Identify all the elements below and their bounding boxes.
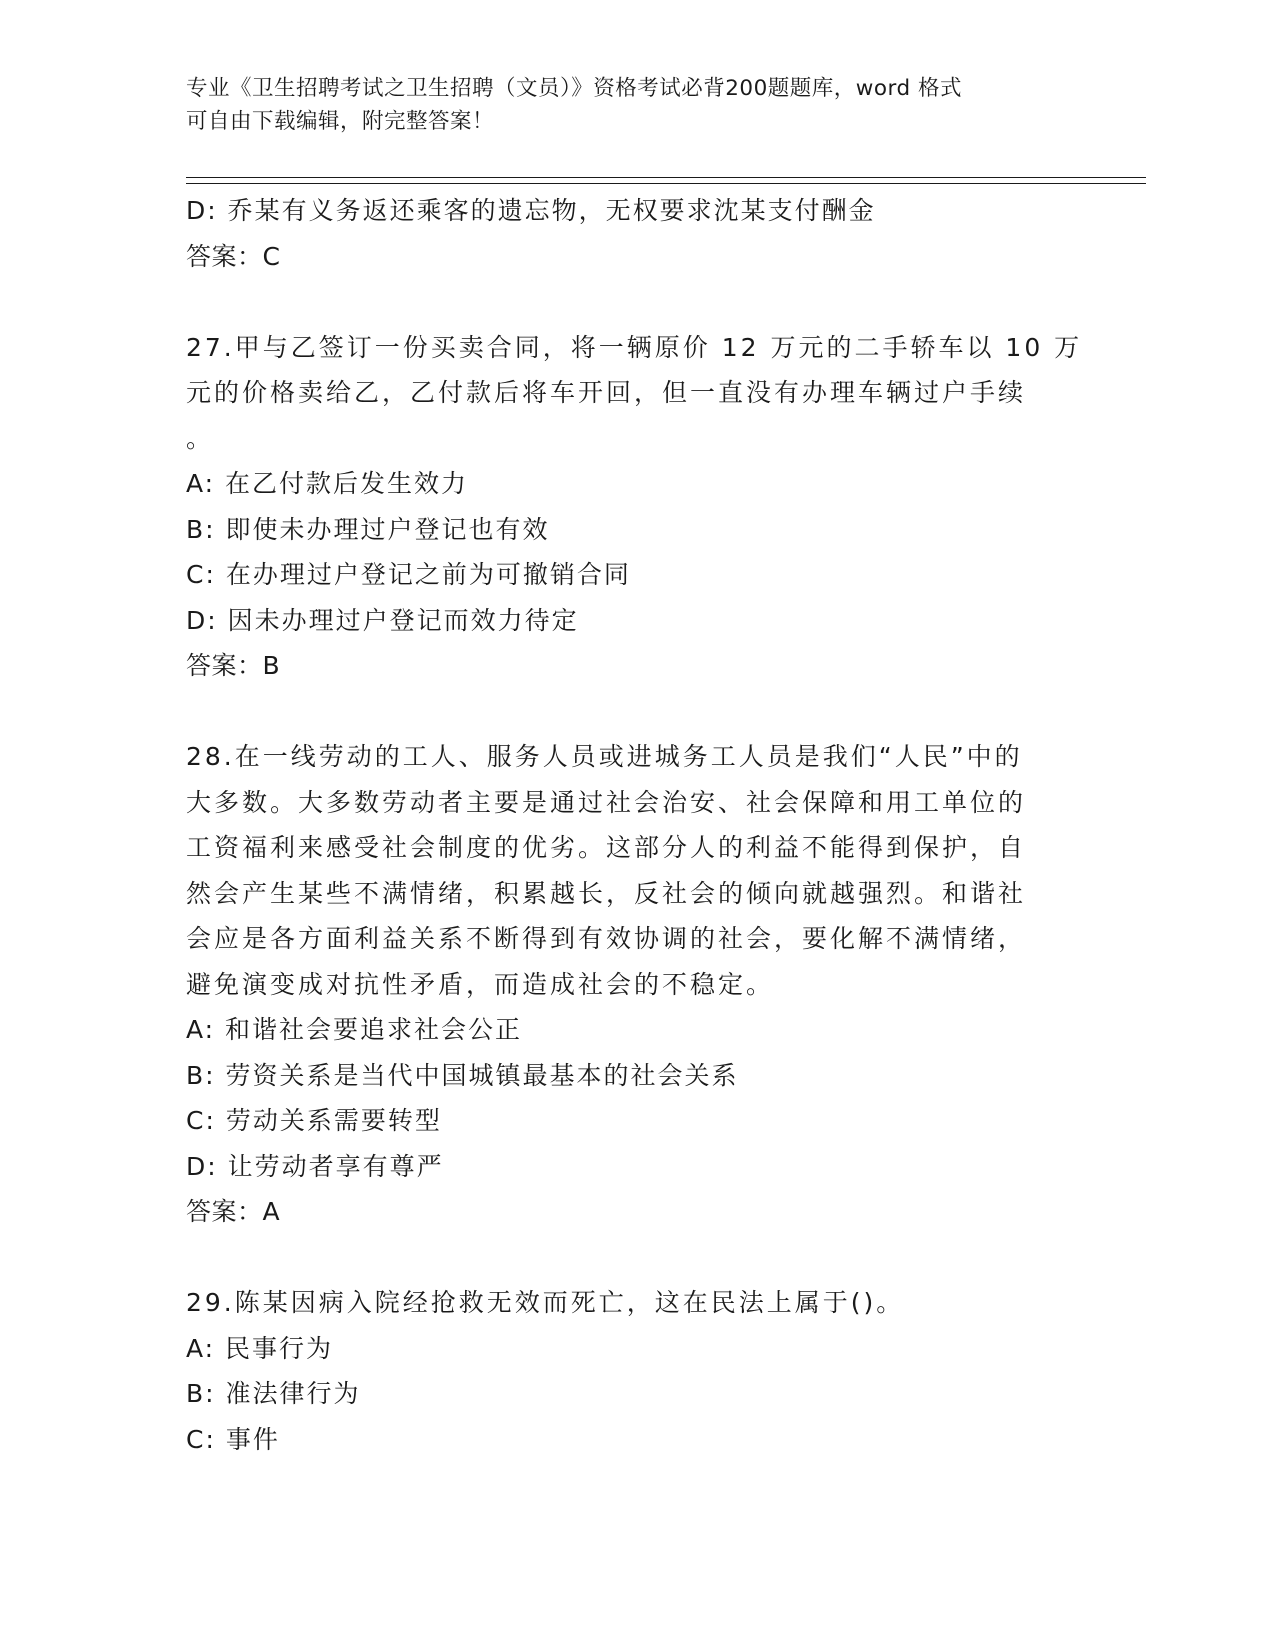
stem-line: 然会产生某些不满情绪，积累越长，反社会的倾向就越强烈。和谐社 — [186, 878, 1027, 908]
previous-question-tail — [186, 188, 1086, 279]
question-stem — [186, 734, 1086, 1007]
option-c: C: 事件 — [186, 1424, 280, 1454]
option-b: B: 准法律行为 — [186, 1379, 361, 1408]
stem-line: 29.陈某因病入院经抢救无效而死亡，这在民法上属于()。 — [186, 1288, 905, 1317]
option-d: D: 因未办理过户登记而效力待定 — [186, 605, 579, 635]
stem-line: 元的价格卖给乙，乙付款后将车开回，但一直没有办理车辆过户手续 — [186, 378, 1027, 407]
spacer — [186, 279, 1086, 325]
question-27 — [186, 325, 1086, 689]
header-divider-bottom — [186, 183, 1146, 184]
stem-line: 27.甲与乙签订一份买卖合同，将一辆原价 12 万元的二手轿车以 10 万 — [186, 332, 1083, 362]
option-d: D: 让劳动者享有尊严 — [186, 1151, 444, 1181]
answer-key: 答案：C — [186, 241, 281, 271]
spacer — [186, 1235, 1086, 1281]
stem-line: 28.在一线劳动的工人、服务人员或进城务工人员是我们“人民”中的 — [186, 742, 1023, 771]
question-list — [186, 188, 1086, 1462]
header-title-line-2: 可自由下载编辑，附完整答案！ — [186, 109, 495, 134]
stem-line: 。 — [186, 423, 215, 453]
answer-key: 答案：A — [186, 1197, 281, 1226]
stem-line: 会应是各方面利益关系不断得到有效协调的社会，要化解不满情绪， — [186, 924, 1027, 953]
answer-key: 答案：B — [186, 651, 281, 680]
option-b: B: 即使未办理过户登记也有效 — [186, 514, 550, 544]
option-a: A: 民事行为 — [186, 1333, 334, 1363]
question-29 — [186, 1280, 1086, 1462]
header-title-line-1: 专业《卫生招聘考试之卫生招聘（文员）》资格考试必背200题题库，word 格式 — [186, 76, 962, 101]
stem-line: 大多数。大多数劳动者主要是通过社会治安、社会保障和用工单位的 — [186, 787, 1027, 817]
option-a: A: 在乙付款后发生效力 — [186, 469, 469, 498]
option-c: C: 劳动关系需要转型 — [186, 1106, 442, 1135]
header-divider-top — [186, 177, 1146, 178]
stem-line: 避免演变成对抗性矛盾，而造成社会的不稳定。 — [186, 969, 775, 999]
option-c: C: 在办理过户登记之前为可撤销合同 — [186, 560, 631, 589]
spacer — [186, 689, 1086, 735]
page-header — [186, 72, 1076, 138]
question-stem — [186, 1280, 1086, 1326]
question-28 — [186, 734, 1086, 1235]
option-d: D: 乔某有义务返还乘客的遗忘物，无权要求沈某支付酬金 — [186, 196, 876, 225]
question-stem — [186, 325, 1086, 462]
stem-line: 工资福利来感受社会制度的优劣。这部分人的利益不能得到保护，自 — [186, 833, 1027, 862]
option-a: A: 和谐社会要追求社会公正 — [186, 1015, 523, 1044]
option-b: B: 劳资关系是当代中国城镇最基本的社会关系 — [186, 1060, 739, 1090]
